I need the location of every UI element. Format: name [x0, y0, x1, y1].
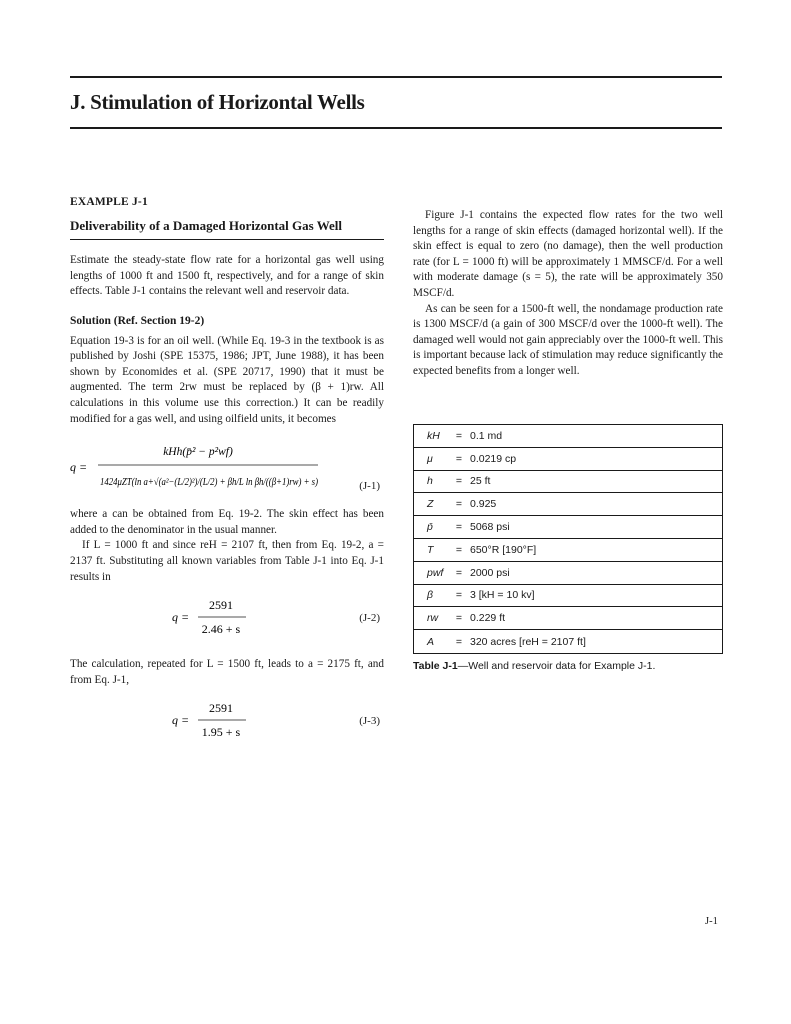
table-row: [414, 493, 722, 516]
equation-j2: [70, 593, 384, 645]
table-equals: =: [455, 589, 463, 602]
table-caption-text: —Well and reservoir data for Example J-1.: [457, 660, 656, 672]
table-symbol: T: [427, 543, 434, 556]
equation-j2-numerator: 2591: [209, 598, 233, 613]
table-symbol: p̄: [427, 521, 433, 534]
table-row: [414, 607, 722, 630]
table-value: 650°R [190°F]: [470, 543, 537, 556]
text-after-j1: where a can be obtained from Eq. 19-2. The skin effect has been added to the denominator in the usual manner.: [70, 508, 384, 536]
table-symbol: Z: [427, 498, 434, 511]
table-symbol: rw: [427, 612, 439, 625]
table-value: 3 [kH = 10 kv]: [470, 589, 535, 602]
chapter-title: J. Stimulation of Horizontal Wells: [70, 90, 365, 114]
header-rule-top: [70, 76, 722, 78]
page-number: J-1: [705, 916, 718, 927]
table-equals: =: [455, 475, 463, 488]
equation-j1-numerator: kHh(p̄² − p²wf): [163, 446, 233, 459]
table-equals: =: [455, 429, 463, 442]
left-column: [70, 195, 384, 748]
text-before-j2: If L = 1000 ft and since reH = 2107 ft, then from Eq. 19-2, a = 2137 ft. Substituting all known variables from Table J-1 into Eq. J-1 results in: [70, 539, 384, 583]
table-equals: =: [455, 452, 463, 465]
table-symbol: μ: [427, 452, 433, 465]
table-row: [414, 630, 722, 653]
solution-paragraph-1: Equation 19-3 is for an oil well. (While Eq. 19-3 in the textbook is as published by Joshi (SPE 15375, 1986; JPT, June 1988), it has been shown by Economides et al. (SPE 20717, 1990) that it must be augmented. The term 2rw must be replaced by (β + 1)rw. All calculations in this volume use this correction.) It can be readily modified for a gas well, and using oilfield units, it becomes: [70, 334, 384, 425]
table-caption: [413, 660, 655, 672]
right-column: [413, 208, 723, 380]
table-value: 320 acres [reH = 2107 ft]: [470, 635, 586, 648]
equation-j1-tag: (J-1): [359, 480, 380, 493]
equation-j1-denominator: 1424μZT(ln a+√(a²−(L/2)²)/(L/2) + βh/L ln βh/((β+1)rw) + s): [100, 477, 319, 489]
table-value: 0.925: [470, 498, 497, 511]
table-symbol: pwf: [427, 566, 444, 579]
table-row: [414, 516, 722, 539]
example-title: Deliverability of a Damaged Horizontal Gas Well: [70, 218, 384, 241]
equation-j3-lhs: q =: [172, 713, 190, 728]
table-row: [414, 425, 722, 448]
equation-j3: [70, 696, 384, 748]
equation-j2-lhs: q =: [172, 610, 190, 625]
table-row: [414, 562, 722, 585]
equation-j2-tag: (J-2): [359, 612, 380, 625]
table-equals: =: [455, 612, 463, 625]
equation-j3-numerator: 2591: [209, 701, 233, 716]
header-rule-bottom: [70, 127, 722, 129]
table-equals: =: [455, 566, 463, 579]
table-symbol: A: [427, 635, 435, 648]
table-equals: =: [455, 543, 463, 556]
table-row: [414, 471, 722, 494]
example-label: EXAMPLE J-1: [70, 196, 148, 208]
table-value: 25 ft: [470, 475, 491, 488]
table-value: 2000 psi: [470, 566, 510, 579]
table-value: 5068 psi: [470, 521, 510, 534]
table-equals: =: [455, 498, 463, 511]
table-caption-label: Table J-1: [413, 660, 458, 672]
equation-j3-tag: (J-3): [359, 715, 380, 728]
table-row: [414, 539, 722, 562]
table-row: [414, 448, 722, 471]
table-symbol: h: [427, 475, 433, 488]
equation-j1: [70, 433, 384, 503]
table-row: [414, 585, 722, 608]
table-equals: =: [455, 521, 463, 534]
solution-heading: Solution (Ref. Section 19-2): [70, 314, 205, 327]
right-paragraph-1: Figure J-1 contains the expected flow rates for the two well lengths for a range of skin effects (damaged horizontal well). If the skin effect is equal to zero (no damage), then the well production rate (for L = 1000 ft) will be approximately 1 MMSCF/d. For a well with moderate damage (s = 5), the rate will be approximately 350 MSCF/d.: [413, 209, 723, 299]
table-value: 0.229 ft: [470, 612, 506, 625]
table-value: 0.1 md: [470, 429, 503, 442]
table-symbol: kH: [427, 429, 440, 442]
equation-j3-formula: [70, 696, 384, 748]
table-value: 0.0219 cp: [470, 452, 517, 465]
right-paragraph-2: As can be seen for a 1500-ft well, the nondamage production rate is 1300 MSCF/d (a gain of 300 MSCF/d over the 1000-ft well). The damaged well would not gain appreciably over the 1000-ft well. This is important because lack of stimulation may reduce significantly the expected benefits from a longer well.: [413, 302, 723, 377]
text-before-j3: The calculation, repeated for L = 1500 ft, leads to a = 2175 ft, and from Eq. J-1,: [70, 658, 384, 686]
equation-j1-lhs: q =: [70, 460, 88, 475]
problem-statement: Estimate the steady-state flow rate for a horizontal gas well using lengths of 1000 ft and 1500 ft, respectively, and for a range of skin effects. Table J-1 contains the relevant well and reservoir data.: [70, 254, 384, 298]
table-equals: =: [455, 635, 463, 648]
data-table-j1: [413, 424, 723, 654]
table-symbol: β: [427, 589, 433, 602]
equation-j1-formula: [70, 433, 384, 503]
equation-j3-denominator: 1.95 + s: [201, 725, 241, 740]
equation-j2-formula: [70, 593, 384, 645]
equation-j2-denominator: 2.46 + s: [201, 622, 241, 637]
